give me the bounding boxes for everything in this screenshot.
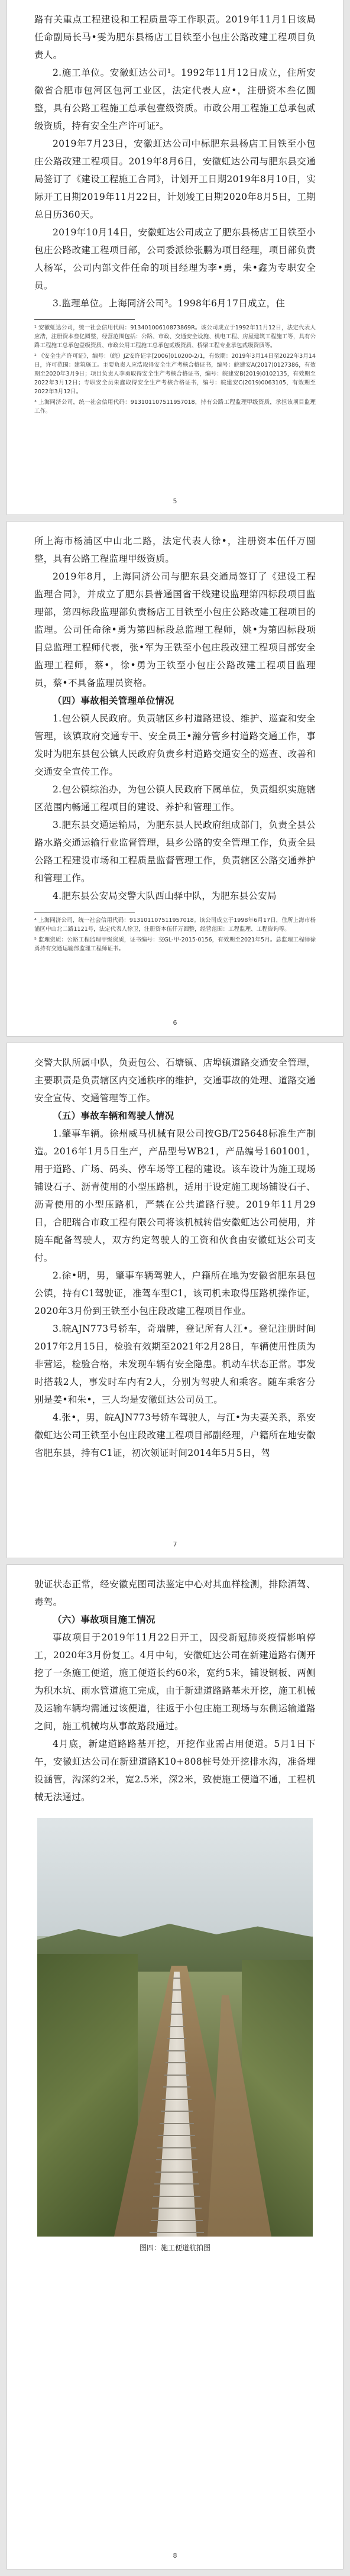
paragraph: 2019年8月，上海同济公司与肥东县交通局签订了《建设工程监理合同》，并成立了肥东县普通国省干线建设监理第四标段项目监理部，第四标段监理部负责杨店工目铁至小包庄公路改建工程项目的监理。公司任命徐•勇为第四标段总监理工程师，姚•为第四标段项目总监理工程师代表，张•军为王铁至小包庄段改建工程项目部安全监理工程师，蔡•，徐•勇为王铁至小包庄公路改建工程项目监理员，蔡•不具备监理员资格。 xyxy=(34,571,316,688)
document-page-2 xyxy=(7,522,343,1036)
pipe-joint xyxy=(155,2172,199,2173)
paragraph: 2.包公镇综治办，为包公镇人民政府下属单位，负责组织实施辖区范围内畅通工程项目的建设、养护和管理工作。 xyxy=(34,784,316,813)
section-heading: （五）事故车辆和驾驶人情况 xyxy=(53,1110,174,1121)
paragraph: 事故项目于2019年11月22日开工，因受新冠肺炎疫情影响停工，2020年3月份复工。4月中旬，安徽虹达公司在新建道路右侧开挖了一条施工便道，施工便道长约60米，宽约5米，铺设钢板、两侧为积水坑、雨水管道施工完成，由于新建道路路基未开挖，施工机械及运输车辆均需通过该便道，往返于小包庄施工现场与东侧运输道路之间，施工机械均从事故路段通过。 xyxy=(34,1632,316,1732)
pipe-joint xyxy=(154,2183,200,2185)
pipe-joint xyxy=(151,2220,203,2221)
footnote: ⁵ 监理资质：公路工程监理甲级资质，证书编号：交GL-甲-2015-0156，有效期至2021年5月。总监理工程师徐勇持有交通运输部监理工程师证书。 xyxy=(34,937,316,952)
pipe-joint xyxy=(157,2147,196,2148)
footnote: ² 《安全生产许可证》，编号：（皖）JZ安许证字[2006]010200-2/1，有效期：2019年3月14日至2022年3月14日，许可范围：建筑施工。主要负责人应浩取得安全生产考核合格证书，编号：皖建安A(2017)0127386，有效期至2020年3月9日；项目负责人李勇取得安全生产考核合格证书，编号：皖建安B(2019)0102135，有效期至2022年3月12日；专职安全员朱鑫取得安全生产考核合格证书，编号：皖建安C(2019)0063105，有效期至2022年3月12日。 xyxy=(34,353,316,395)
pipe-joint xyxy=(161,2111,193,2112)
page-number: 8 xyxy=(173,2552,177,2559)
pipe-joint xyxy=(166,2062,189,2063)
pipe-joint xyxy=(167,2038,186,2039)
section-heading: （六）事故项目施工情况 xyxy=(53,1614,155,1625)
paragraph: 4.肥东县公安局交警大队西山驿中队，为肥东县公安局 xyxy=(53,891,277,901)
paragraph: 3.肥东县交通运输局，为肥东县人民政府组成部门，负责全县公路水路交通运输行业监督管理，县乡公路的安全管理工作，负责全县公路工程建设市场和工程质量监督管理工作，负责辖区公路交通养护和管理工作。 xyxy=(34,820,316,884)
document-page-3 xyxy=(7,1043,343,1558)
section-heading: （四）事故相关管理单位情况 xyxy=(53,695,174,706)
pipe-joint xyxy=(171,2002,183,2003)
footnote: ⁴ 上海同济公司，统一社会信用代码：913101107511957018。该公司成立于1998年6月17日，住所上海市杨浦区中山北二路1121号，法定代表人徐卫，注册资本伍仟万圆整，经营范围：工程监理、工程咨询等。 xyxy=(34,917,316,933)
pipe-joint xyxy=(168,2026,184,2027)
photo-trees-left xyxy=(37,1954,138,2237)
paragraph: 3.皖AJN773号轿车，奇瑞牌，登记所有人江•。登记注册时间2017年2月15日，检验有效期至2021年2月28日，车辆使用性质为非营运，检验合格，未发现车辆有安全隐患。机动车状态正常。事发时搭载2人，事发时车内有2人，分别为驾驶人和乘客。随车乘客分别是姜•和朱•，三人均是安徽虹达公司员工。 xyxy=(34,1323,316,1405)
paragraph: 1.包公镇人民政府。负责辖区乡村道路建设、维护、巡查和安全管理，该镇政府交通专干、安全员王•瀚分管乡村道路交通工作，事发时为肥东县包公镇人民政府负责乡村道路交通安全的巡查、改善和交通安全宣传工作。 xyxy=(34,713,316,777)
paragraph: 4月底，新建道路路基开挖，开挖作业需占用便道。5月1日下午，安徽虹达公司在新建道路K10+808桩号处开挖排水沟，准备埋设涵管，沟深约2米，宽2.5米，深2米，致使施工便道不通，工程机械无法通过。 xyxy=(34,1739,316,1802)
paragraph: 所上海市杨浦区中山北二路，法定代表人徐•，注册资本伍仟万圆整，具有公路工程监理甲级资质。 xyxy=(34,536,316,564)
page-number: 5 xyxy=(173,497,177,505)
pipe-joint xyxy=(170,2014,183,2015)
paragraph: 驶证状态正常，经安徽克图司法鉴定中心对其血样检测，排除酒驾、毒驾。 xyxy=(34,1579,316,1607)
pipe-joint xyxy=(162,2099,192,2100)
pipe-joint xyxy=(158,2135,195,2136)
pipe-joint xyxy=(150,2232,204,2233)
footnote-divider xyxy=(34,319,135,320)
pipe-joint xyxy=(152,2208,202,2209)
document-page-1 xyxy=(7,0,343,514)
pipe-joint xyxy=(163,2086,190,2088)
paragraph: 1.肇事车辆。徐州威马机械有限公司按GB/T25648标准生产制造。2016年1月5日生产，产品型号WB21，产品编号1601001，用于道路、广场、码头、停车场等工程的建设。该车设计为施工现场铺设石子、沥青使用的小型压路机，适用于设定施工现场铺设石子、沥青使用的小型压路机，严禁在公共道路行驶。2019年11月29日，合肥瑞合市政工程有限公司将该机械转借安徽虹达公司使用，并随车配备驾驶人，双方约定驾驶人的工资和伙食由安徽虹达公司支付。 xyxy=(34,1128,316,1263)
pipe-joint xyxy=(172,1989,182,1991)
paragraph: 2019年7月23日，安徽虹达公司中标肥东县杨店工目铁至小包庄公路改建工程项目。2019年8月6日，安徽虹达公司与肥东县交通局签订了《建设工程施工合同》，计划开工日期2019年8月10日，实际开工日期2019年11月22日，计划竣工日期2020年8月5日，工期总日历360天。 xyxy=(34,138,316,220)
page-number: 7 xyxy=(173,1541,177,1548)
paragraph: 2019年10月14日，安徽虹达公司成立了肥东县杨店工目铁至小包庄公路改建工程项目部，公司委派徐张鹏为项目经理，项目部负责人杨军，公司内部文件任命的项目经理为李•勇，朱•鑫为专职安全员。 xyxy=(34,227,316,291)
paragraph: 2.徐•明，男，肇事车辆驾驶人，户籍所在地为安徽省肥东县包公镇，持有C1驾驶证，准驾车型C1，该司机未取得压路机操作证，2020年3月份到王铁至小包庄段改建工程项目作业。 xyxy=(34,1270,316,1316)
pipe-joint xyxy=(173,1978,180,1979)
footnote: ³ 上海同济公司，统一社会信用代码：913101107511957018，持有公路工程监理甲级资质，承担该项目监理工作。 xyxy=(34,399,316,415)
pipe-joint xyxy=(156,2159,197,2160)
pipe-joint xyxy=(153,2196,201,2197)
page-number: 6 xyxy=(173,1019,177,1027)
photo-sky xyxy=(37,1818,313,1936)
aerial-photo xyxy=(37,1818,313,2237)
document-page-4 xyxy=(7,1565,343,2569)
footnote: ¹ 安徽虹达公司，统一社会信用代码：91340100610873869R。该公司成立于1992年11月12日，法定代表人应浩，注册资本叁亿圆整，经营范围包括：公路、市政、交通安全设施、机电工程、房屋建筑工程施工等，具有公路工程施工总承包壹级资质、市政公用工程施工总承包贰级资质、桥梁工程专业承包贰级资质等。 xyxy=(34,325,316,349)
paragraph: 路有关重点工程建设和工程质量等工作职责。2019年11月1日该局任命副局长马•雯为肥东县杨店工目铁至小包庄公路改建工程项目负责人。 xyxy=(34,14,316,60)
pipe-joint xyxy=(167,2050,187,2051)
pipe-joint xyxy=(164,2075,189,2076)
paragraph: 2.施工单位。安徽虹达公司¹。1992年11月12日成立，住所安徽省合肥市包河区包河工业区，法定代表人应•，注册资本叁亿圆整，具有公路工程施工总承包壹级资质。市政公用工程施工总承包贰级资质，持有安全生产许可证²。 xyxy=(34,67,316,131)
paragraph: 4.张•，男，皖AJN773号轿车驾驶人，与江•为夫妻关系，系安徽虹达公司王铁至小包庄段改建工程项目部副经理，户籍所在地安徽省肥东县，持有C1证，初次领证时间2014年5月5日，驾 xyxy=(34,1412,316,1458)
paragraph: 3.监理单位。上海同济公司³。1998年6月17日成立，住 xyxy=(53,298,286,309)
pipe-joint xyxy=(160,2123,194,2124)
paragraph: 交警大队所属中队，负责包公、石塘镇、店埠镇道路交通安全管理，主要职责是负责辖区内交通秩序的维护，交通事故的处理、道路交通安全宣传、交通管理等工作。 xyxy=(34,1057,316,1103)
figure-caption: 图四：施工便道航拍图 xyxy=(139,2244,210,2252)
